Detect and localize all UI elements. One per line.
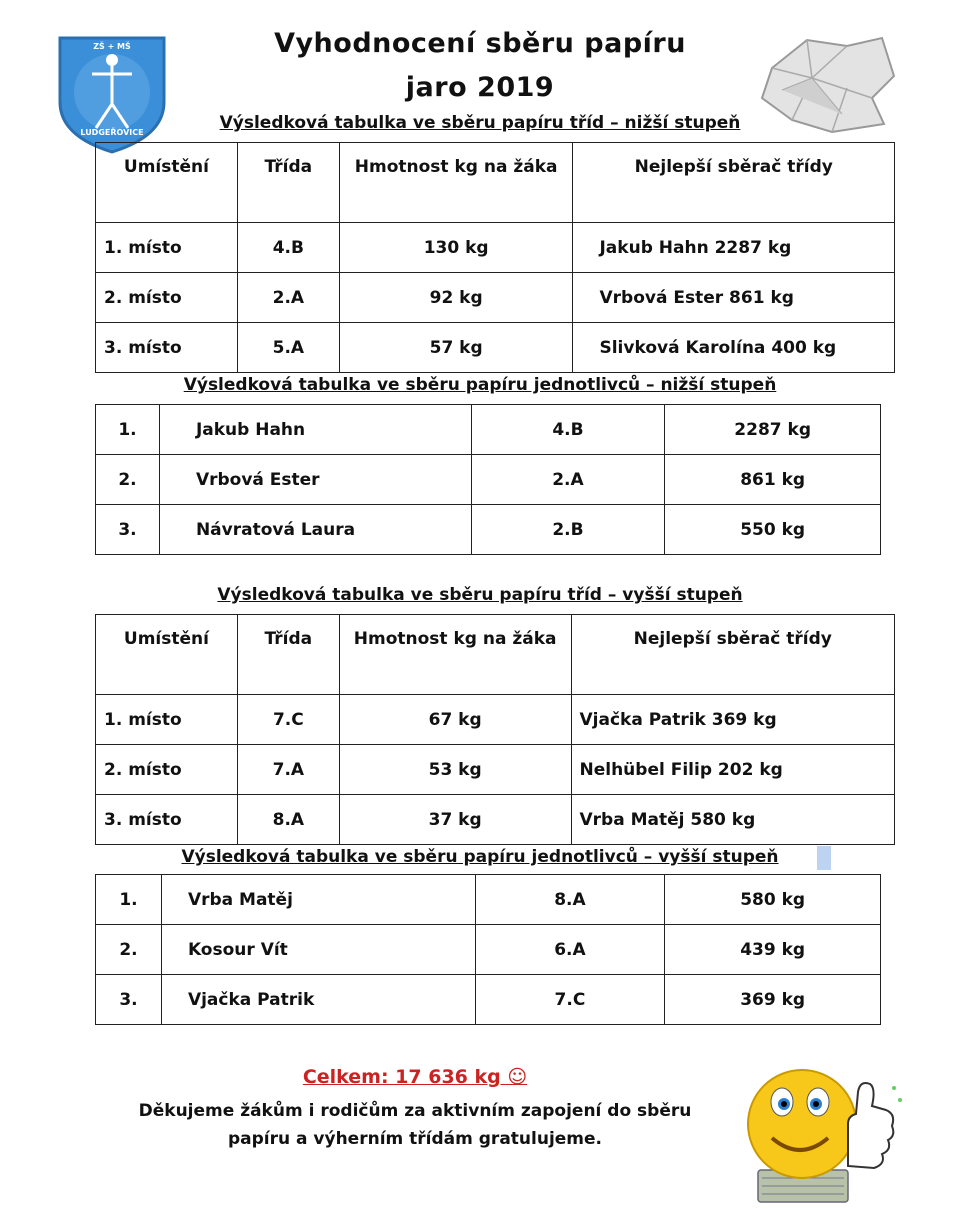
- table-row: 1. místo 4.B 130 kg Jakub Hahn 2287 kg: [96, 223, 895, 273]
- individuals-upper-table: [95, 874, 881, 1025]
- table3-caption: Výsledková tabulka ve sběru papíru tříd – vyšší stupeň: [217, 585, 743, 605]
- page-title: Vyhodnocení sběru papíru: [274, 28, 686, 59]
- classes-upper-table: [95, 614, 895, 845]
- table-row: 1. Jakub Hahn 4.B 2287 kg: [96, 405, 881, 455]
- table2-caption: Výsledková tabulka ve sběru papíru jednotlivců – nižší stupeň: [183, 375, 777, 395]
- page-subtitle: jaro 2019: [405, 72, 555, 103]
- col-header: Nejlepší sběrač třídy: [571, 615, 895, 695]
- table-row: 3. místo 8.A 37 kg Vrba Matěj 580 kg: [96, 795, 895, 845]
- smiley-thumbs-up-image: [736, 1066, 906, 1206]
- text-selection-marker: [817, 846, 831, 870]
- table-row: 2. Vrbová Ester 2.A 861 kg: [96, 455, 881, 505]
- col-header: Třída: [237, 143, 339, 223]
- total-amount: Celkem: 17 636 kg ☺: [302, 1066, 528, 1088]
- table-row: 2. místo 2.A 92 kg Vrbová Ester 861 kg: [96, 273, 895, 323]
- table-row: 2. Kosour Vít 6.A 439 kg: [96, 925, 881, 975]
- logo-top-text: ZŠ + MŠ: [93, 42, 131, 51]
- table-row: 1. Vrba Matěj 8.A 580 kg: [96, 875, 881, 925]
- table-row: 3. Vjačka Patrik 7.C 369 kg: [96, 975, 881, 1025]
- col-header: Umístění: [96, 143, 238, 223]
- col-header: Třída: [237, 615, 339, 695]
- classes-lower-table: [95, 142, 895, 373]
- thanks-line-1: Děkujeme žákům i rodičům za aktivním zapojení do sběru: [138, 1101, 692, 1121]
- table-row: 1. místo 7.C 67 kg Vjačka Patrik 369 kg: [96, 695, 895, 745]
- col-header: Hmotnost kg na žáka: [339, 615, 571, 695]
- table1-caption: Výsledková tabulka ve sběru papíru tříd – nižší stupeň: [219, 113, 741, 133]
- col-header: Nejlepší sběrač třídy: [573, 143, 895, 223]
- table-row: 3. místo 5.A 57 kg Slivková Karolína 400 kg: [96, 323, 895, 373]
- table-row: 3. Návratová Laura 2.B 550 kg: [96, 505, 881, 555]
- individuals-lower-table: [95, 404, 881, 555]
- thanks-line-2: papíru a výherním třídám gratulujeme.: [227, 1129, 603, 1149]
- logo-bottom-text: LUDGEŘOVICE: [80, 128, 144, 137]
- table4-caption: Výsledková tabulka ve sběru papíru jednotlivců – vyšší stupeň: [181, 847, 779, 867]
- table-row: 2. místo 7.A 53 kg Nelhübel Filip 202 kg: [96, 745, 895, 795]
- col-header: Hmotnost kg na žáka: [339, 143, 573, 223]
- col-header: Umístění: [96, 615, 238, 695]
